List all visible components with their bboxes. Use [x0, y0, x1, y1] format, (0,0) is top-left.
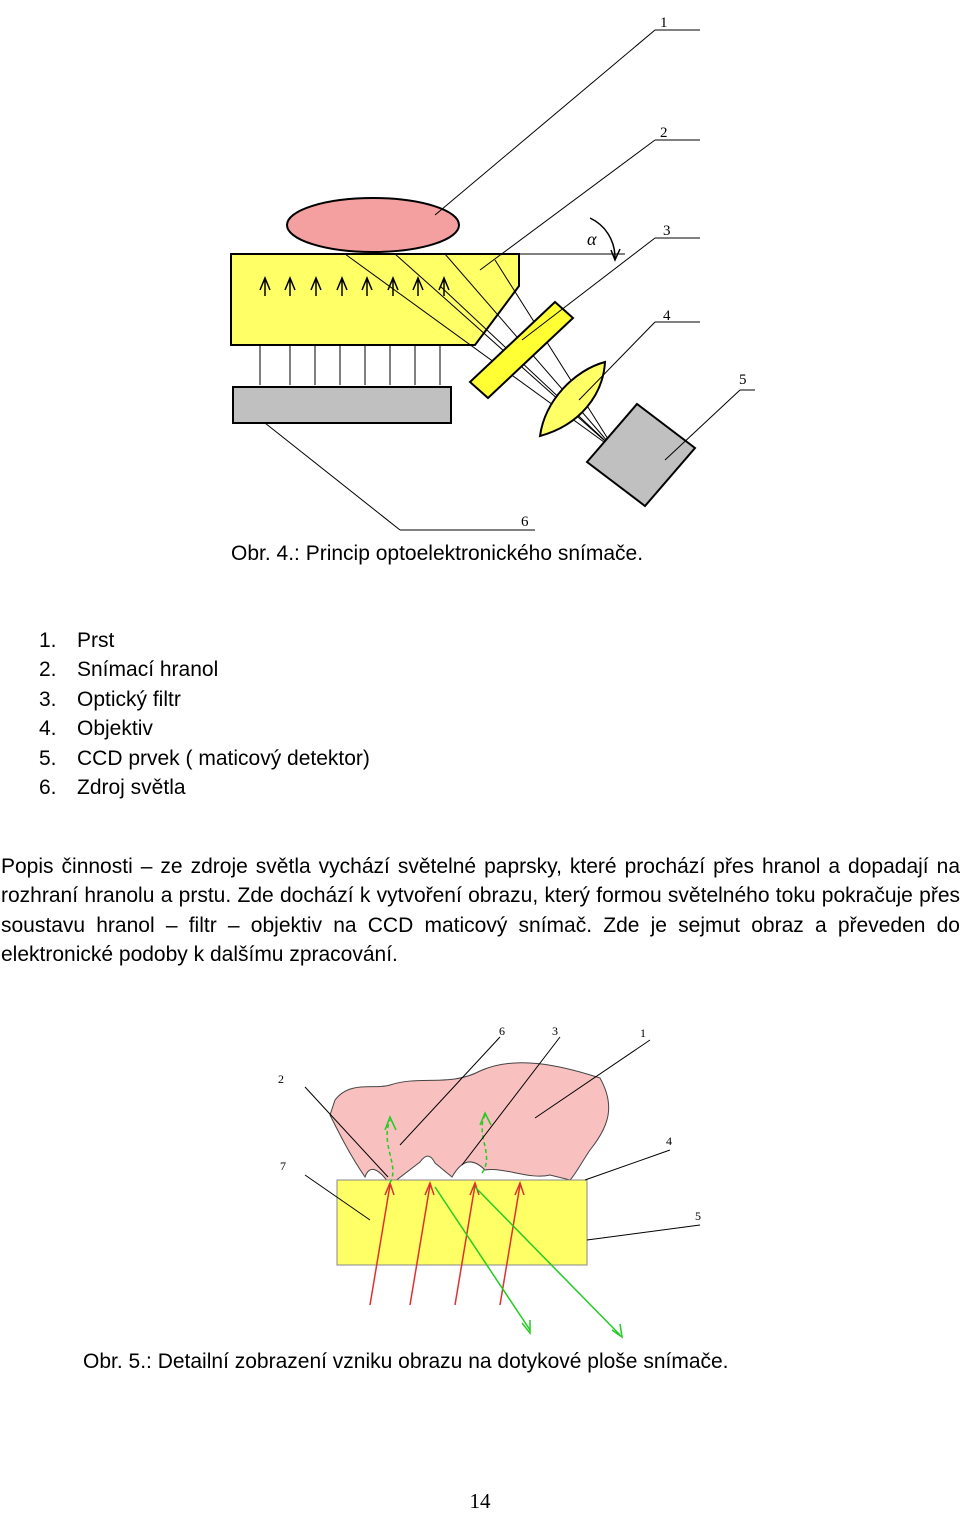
legend-item: 6. Zdroj světla — [39, 776, 186, 800]
figure-optoelectronic-sensor — [195, 0, 765, 540]
callout-6: 6 — [499, 1024, 505, 1038]
prism-shape — [231, 254, 519, 345]
callout-2: 2 — [660, 125, 668, 141]
legend-item: 1. Prst — [39, 629, 115, 652]
finger-ridges-shape — [330, 1063, 609, 1185]
callout-1: 1 — [640, 1026, 646, 1040]
callout-3: 3 — [663, 223, 671, 239]
callout-5: 5 — [739, 372, 747, 388]
svg-text:α: α — [587, 229, 597, 249]
callout-7: 7 — [280, 1159, 286, 1173]
callout-3: 3 — [552, 1024, 558, 1038]
callout-2: 2 — [278, 1072, 284, 1086]
page-number: 14 — [469, 1489, 491, 1513]
description-paragraph: Popis činnosti – ze zdroje světla vychází světelné paprsky, které prochází přes hranol a dopadají na rozhraní hranolu a prstu. Zde dochází k vytvoření obrazu, který formou světelného toku pokračuje přes soustavu hranol – filtr – objektiv na CCD maticový snímač. Zde je sejmut obraz a převeden do elektronické podoby k dalšímu zpracování. — [1, 855, 960, 967]
callout-1: 1 — [660, 15, 668, 31]
finger-shape — [287, 198, 459, 252]
callout-6: 6 — [521, 514, 529, 530]
callout-4: 4 — [666, 1134, 672, 1148]
callout-4: 4 — [663, 308, 671, 324]
figure-contact-surface-detail — [230, 1005, 725, 1345]
legend-item: 5. CCD prvek ( maticový detektor) — [39, 746, 370, 770]
legend-item: 3. Optický filtr — [39, 687, 181, 711]
component-legend — [0, 626, 370, 802]
objective-lens-shape — [540, 362, 605, 436]
legend-item: 4. Objektiv — [39, 717, 153, 741]
prism-shape — [337, 1180, 587, 1265]
legend-item: 2. Snímací hranol — [39, 658, 219, 682]
figure-4-caption: Obr. 4.: Princip optoelektronického snímače. — [231, 542, 644, 565]
light-source-shape — [233, 387, 451, 423]
callout-5: 5 — [695, 1209, 701, 1223]
ccd-shape — [587, 404, 695, 506]
figure-5-caption: Obr. 5.: Detailní zobrazení vzniku obrazu na dotykové ploše snímače. — [83, 1350, 729, 1373]
